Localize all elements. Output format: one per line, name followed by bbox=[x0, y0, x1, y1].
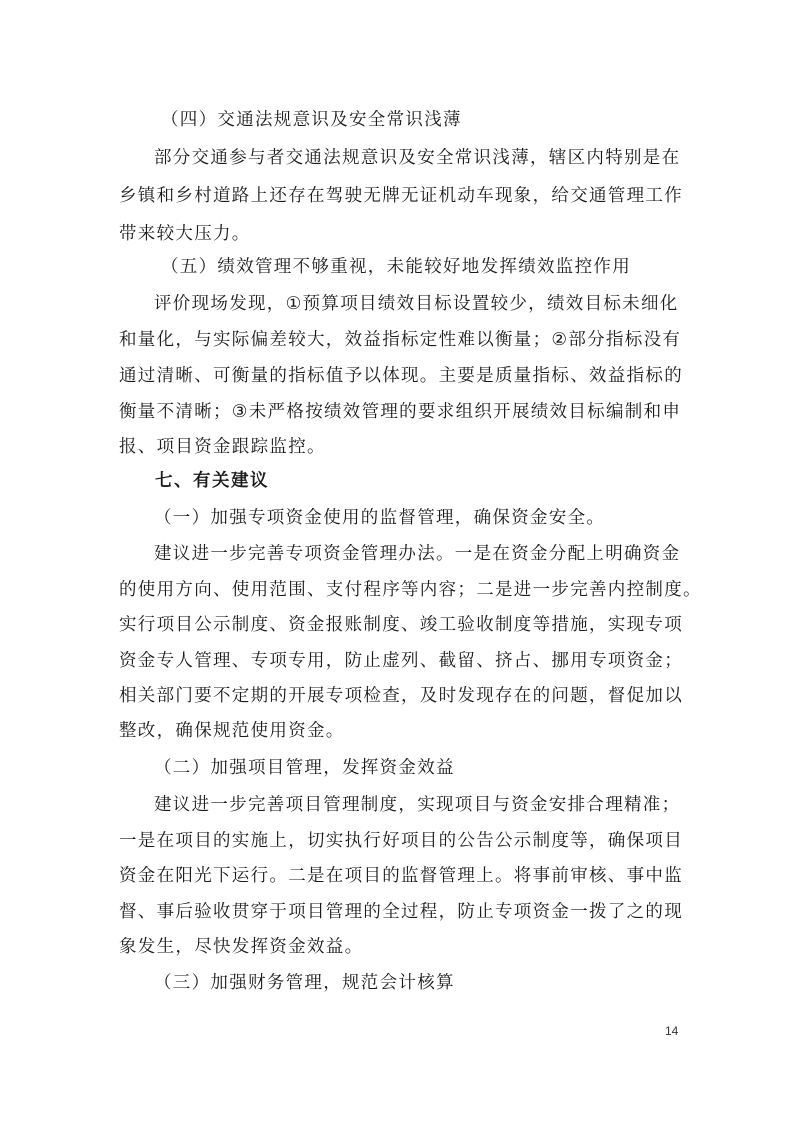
section-heading-1: （一）加强专项资金使用的监督管理，确保资金安全。 bbox=[154, 508, 606, 528]
paragraph-line: 通过清晰、可衡量的指标值予以体现。主要是质量指标、效益指标的 bbox=[119, 366, 683, 386]
paragraph-line: 建议进一步完善专项资金管理办法。一是在资金分配上明确资金 bbox=[154, 544, 681, 564]
paragraph-line: 带来较大压力。 bbox=[119, 224, 251, 244]
page-number: 14 bbox=[665, 1024, 679, 1038]
paragraph-line: 一是在项目的实施上，切实执行好项目的公告公示制度等，确保项目 bbox=[119, 831, 683, 851]
paragraph-line: 衡量不清晰；③未严格按绩效管理的要求组织开展绩效目标编制和申 bbox=[119, 402, 682, 422]
paragraph-line: 整改，确保规范使用资金。 bbox=[119, 721, 345, 741]
paragraph-line: 建议进一步完善项目管理制度，实现项目与资金安排合理精准； bbox=[154, 795, 681, 815]
section-heading-4: （四）交通法规意识及安全常识浅薄 bbox=[161, 110, 462, 130]
paragraph-line: 资金在阳光下运行。二是在项目的监督管理上。将事前审核、事中监 bbox=[119, 866, 683, 886]
paragraph-line: 实行项目公示制度、资金报账制度、竣工验收制度等措施，实现专项 bbox=[119, 615, 683, 635]
paragraph-line: 报、项目资金跟踪监控。 bbox=[119, 437, 326, 457]
section-heading-3: （三）加强财务管理，规范会计核算 bbox=[154, 973, 455, 993]
paragraph-line: 部分交通参与者交通法规意识及安全常识浅薄，辖区内特别是在 bbox=[154, 148, 681, 168]
paragraph-line: 督、事后验收贯穿于项目管理的全过程，防止专项资金一拨了之的现 bbox=[119, 902, 683, 922]
paragraph-line: 乡镇和乡村道路上还存在驾驶无牌无证机动车现象，给交通管理工作 bbox=[119, 186, 683, 206]
paragraph-line: 相关部门要不定期的开展专项检查，及时发现存在的问题，督促加以 bbox=[119, 686, 683, 706]
paragraph-line: 和量化，与实际偏差较大，效益指标定性难以衡量；②部分指标没有 bbox=[119, 330, 682, 350]
paragraph-line: 象发生，尽快发挥资金效益。 bbox=[119, 937, 364, 957]
paragraph-line: 评价现场发现，①预算项目绩效目标设置较少，绩效目标未细化 bbox=[154, 294, 679, 314]
paragraph-line: 的使用方向、使用范围、支付程序等内容；二是进一步完善内控制度。 bbox=[119, 580, 702, 600]
paragraph-line: 资金专人管理、专项专用，防止虚列、截留、挤占、挪用专项资金； bbox=[119, 651, 683, 671]
chapter-heading: 七、有关建议 bbox=[155, 471, 269, 491]
section-heading-5: （五）绩效管理不够重视，未能较好地发挥绩效监控作用 bbox=[161, 257, 631, 277]
section-heading-2: （二）加强项目管理，发挥资金效益 bbox=[154, 758, 455, 778]
